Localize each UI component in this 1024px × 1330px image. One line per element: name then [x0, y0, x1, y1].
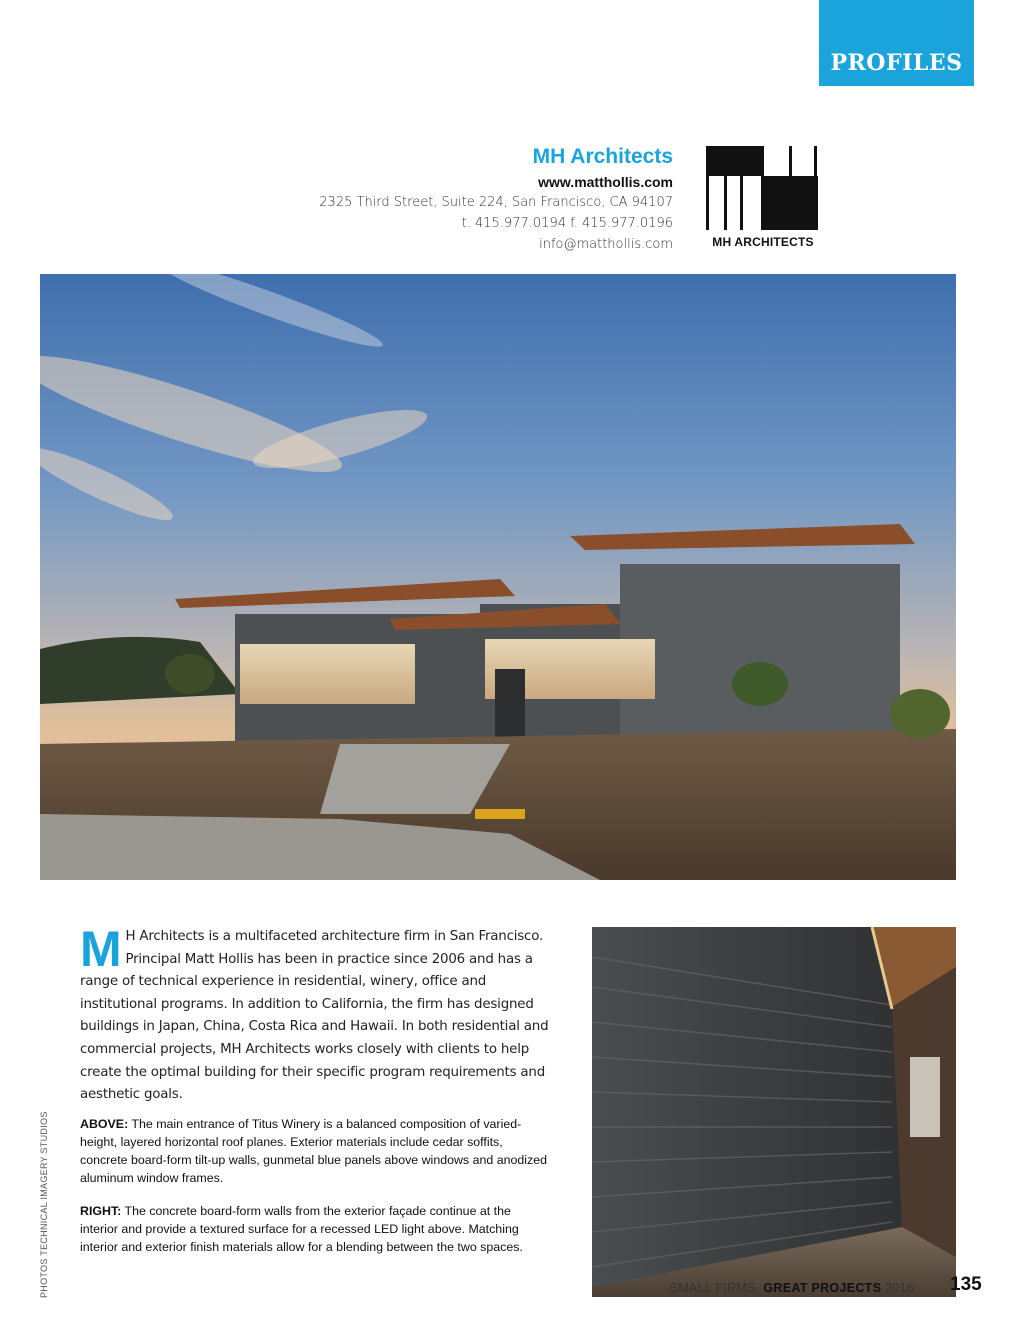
firm-logo-text: MH ARCHITECTS [712, 235, 814, 249]
firm-address: 2325 Third Street, Suite 224, San Francisco, CA 94107 [319, 195, 673, 210]
caption-right [80, 1202, 550, 1256]
photo-credit: PHOTOS TECHNICAL IMAGERY STUDIOS [39, 1111, 49, 1298]
caption-above-label: ABOVE: [80, 1117, 129, 1131]
firm-logo [706, 146, 820, 250]
caption-right-text: The concrete board-form walls from the exterior façade continue at the interior and provide a textured surface for a recessed LED light above. Matching interior and exterior finish materials allow for a blending between the two spaces. [80, 1204, 523, 1254]
caption-above-text: The main entrance of Titus Winery is a balanced composition of varied-height, layered horizontal roof planes. Exterior materials include cedar soffits, concrete board-form tilt-up walls, gunmetal blue panels above windows and anodized aluminum window frames. [80, 1117, 547, 1185]
caption-right-label: RIGHT: [80, 1204, 122, 1218]
firm-website: www.matthollis.com [538, 174, 673, 190]
section-tab [819, 0, 974, 86]
firm-name: MH Architects [532, 145, 673, 168]
firm-logo-mark [706, 146, 820, 234]
footer-year: 2016 [881, 1281, 914, 1295]
interior-photo-corridor [592, 927, 956, 1297]
footer-bold: GREAT PROJECTS [763, 1281, 882, 1295]
firm-phone-fax: t. 415.977.0194 f. 415.977.0196 [461, 216, 673, 231]
firm-email: info@matthollis.com [539, 237, 673, 252]
footer-prefix: SMALL FIRMS, [669, 1281, 764, 1295]
article-body-text: H Architects is a multifaceted architecture firm in San Francisco. Principal Matt Hollis has been in practice since 2006 and has a range of technical experience in residential, winery, office and institutional programs. In addition to California, the firm has designed buildings in Japan, China, Costa Rica and Hawaii. In both residential and commercial projects, MH Architects works closely with clients to help create the optimal building for their specific program requirements and aesthetic goals. [80, 929, 549, 1103]
drop-cap: M [80, 921, 122, 977]
caption-above [80, 1115, 550, 1187]
article-body [80, 921, 550, 1107]
page-number: 135 [950, 1274, 982, 1295]
page-footer [670, 1281, 914, 1295]
section-tab-label: PROFILES [830, 50, 963, 76]
firm-contact-block [253, 144, 673, 255]
hero-photo-winery-exterior [40, 274, 956, 880]
